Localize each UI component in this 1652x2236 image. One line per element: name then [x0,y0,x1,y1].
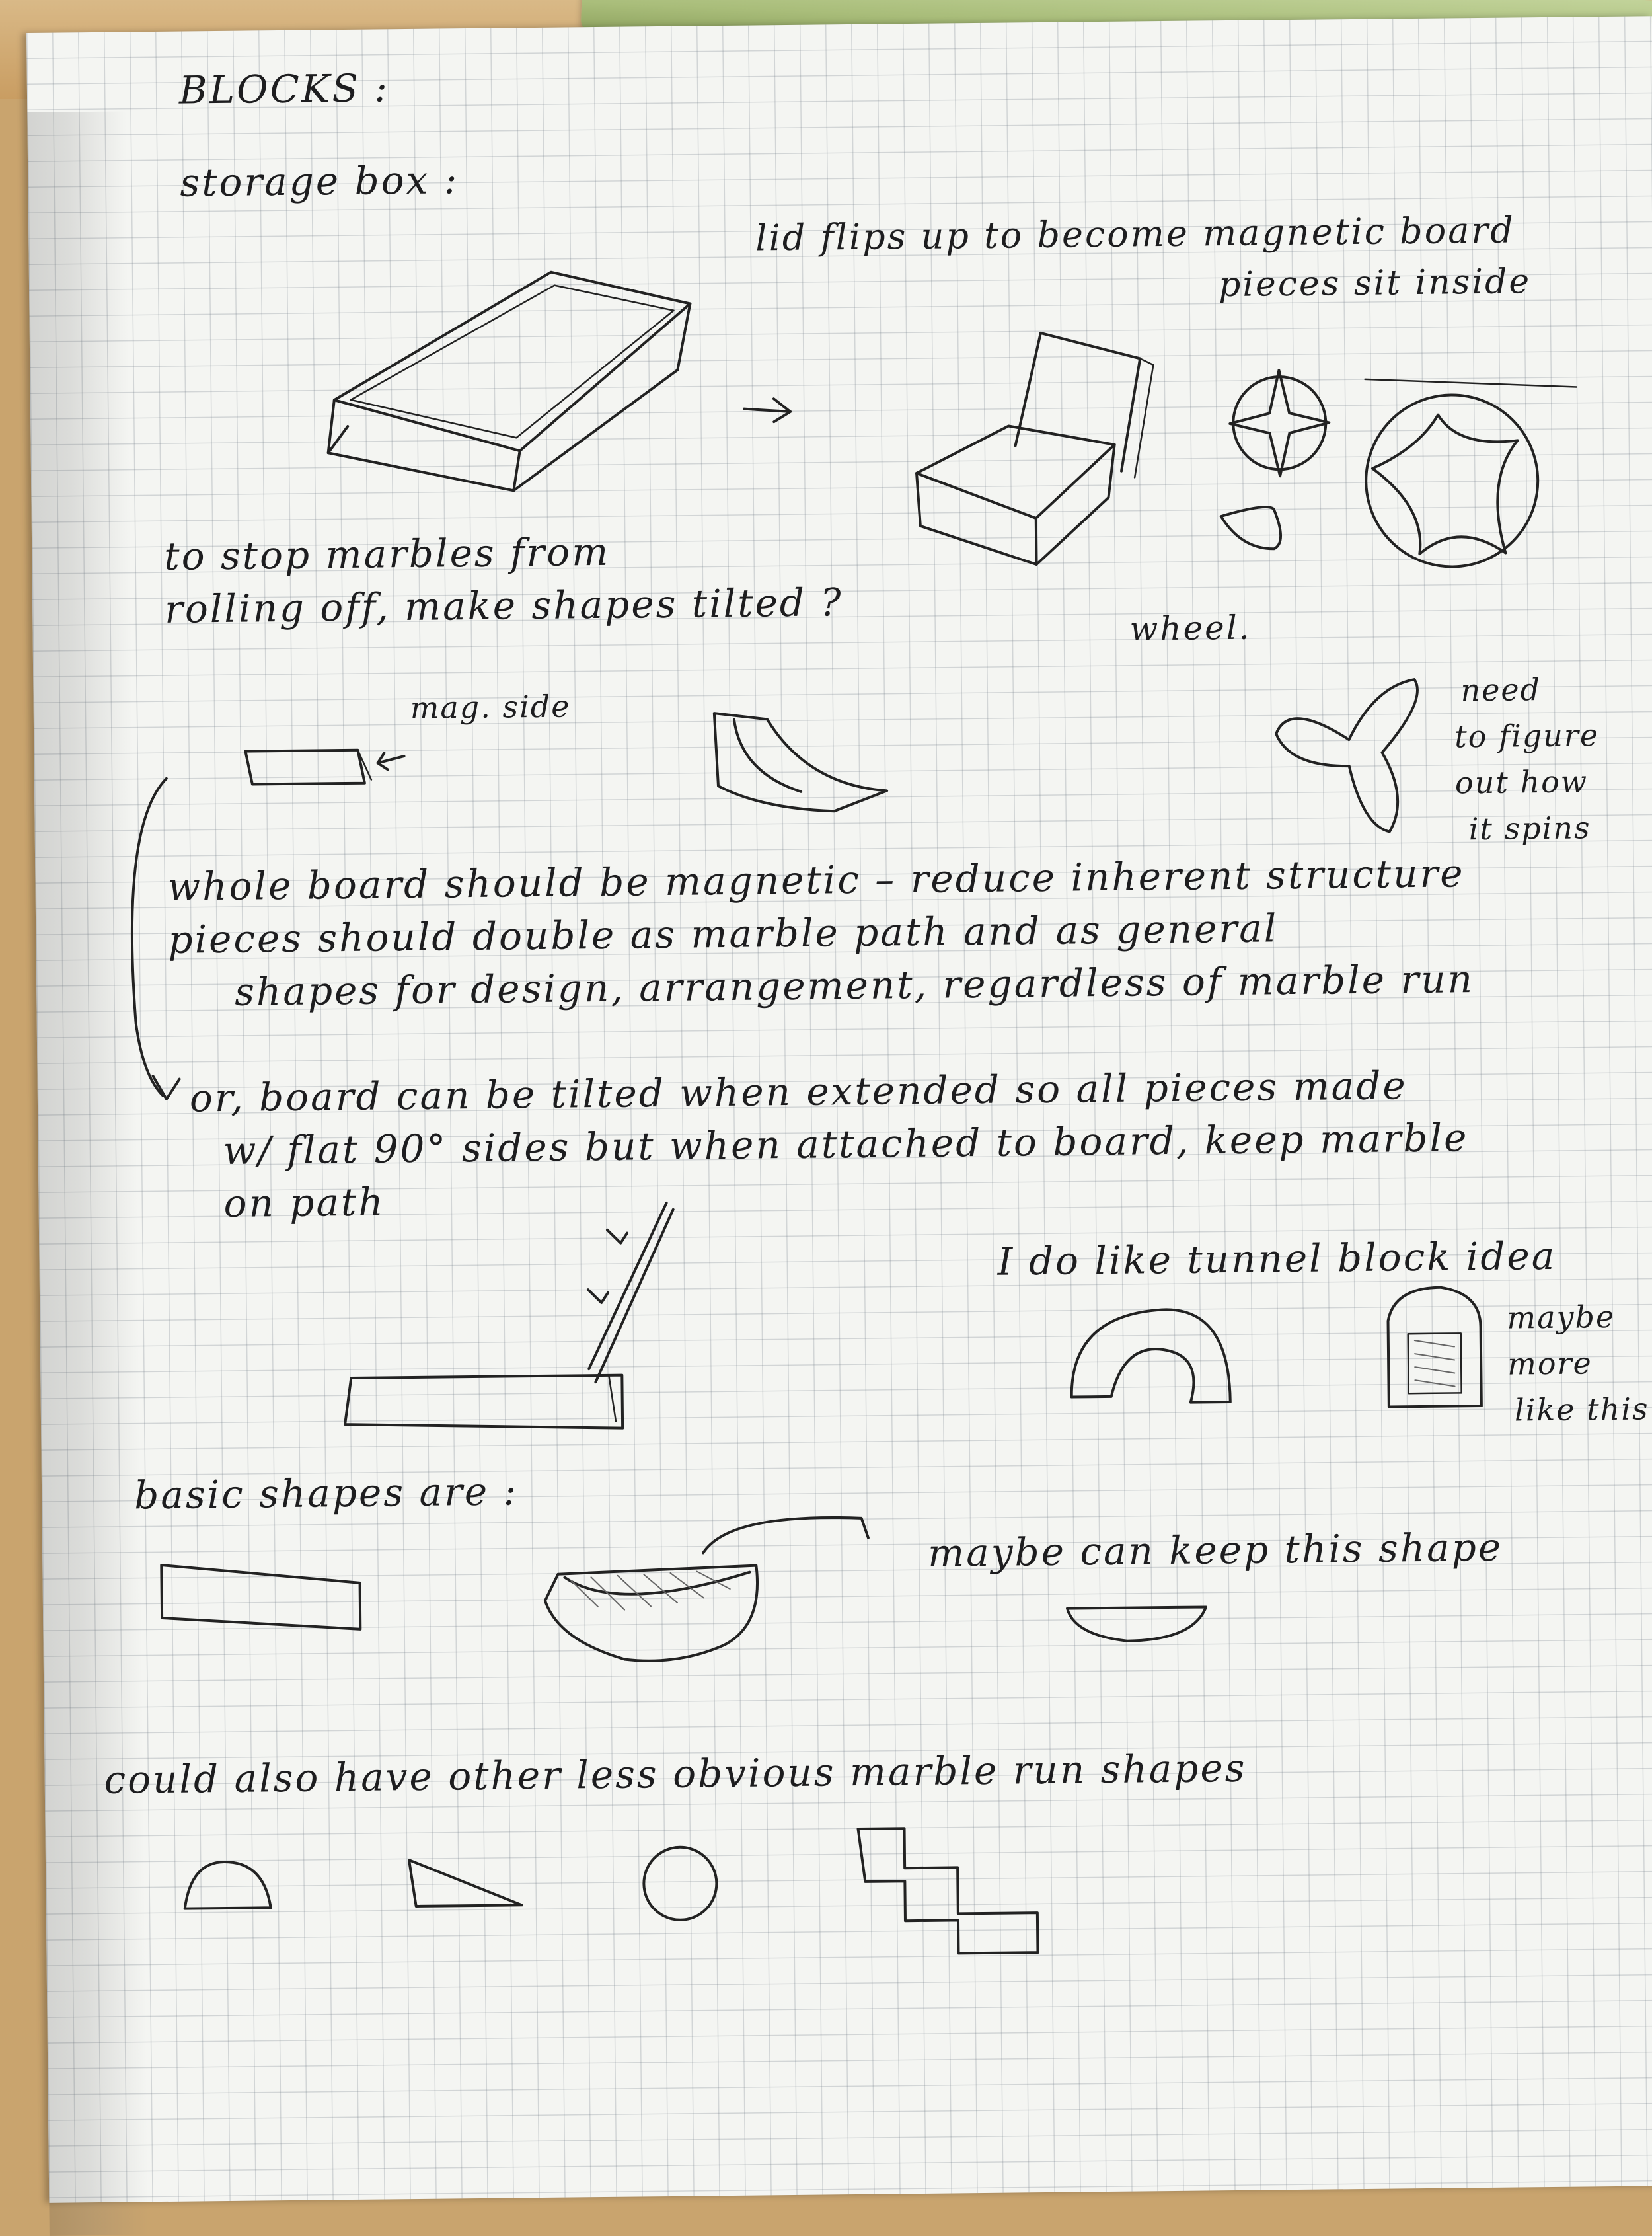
curved-ramp-sketch [714,711,887,812]
note-figure-2: to figure [1454,717,1600,755]
note-figure-3: out how [1454,763,1589,801]
triangle-sketch [409,1859,522,1906]
bullet-whole-board: whole board should be magnetic – reduce inherent structure [167,851,1465,909]
basic-rect-sketch [161,1563,360,1631]
divider-line [1365,377,1577,389]
note-figure-1: need [1460,672,1542,709]
tunnel-arch-sketch [1070,1309,1230,1403]
mag-side-piece-sketch [245,750,404,785]
note-tunnel-block: I do like tunnel block idea [997,1233,1557,1284]
tunnel-block-sketch [1388,1287,1482,1407]
heading-basic-shapes: basic shapes are : [133,1469,519,1518]
wheel-sketch [1275,679,1419,833]
stair-shape-sketch [858,1827,1038,1954]
notebook-page [26,16,1652,2203]
note-lid-flips: lid flips up to become magnetic board [755,209,1516,259]
note-or-flat-sides: w/ flat 90° sides but when attached to board, keep marble [223,1115,1469,1173]
note-maybe-2: more [1507,1345,1593,1382]
circle-sketch [644,1847,717,1920]
label-wheel: wheel. [1129,608,1252,648]
storage-box-sketch [326,271,692,493]
bracket-arrow [130,779,180,1100]
note-maybe-1: maybe [1507,1298,1616,1336]
note-or-on-path: on path [223,1179,385,1226]
half-circle-sketch [184,1861,271,1908]
note-keep-shape: maybe can keep this shape [927,1524,1503,1576]
note-or-board-tilted: or, board can be tilted when extended so all pieces made [189,1063,1408,1121]
star-piece-sketch [1229,369,1330,477]
curved-arrow-to-keep [703,1517,869,1553]
note-could-also: could also have other less obvious marble run shapes [104,1745,1247,1802]
tilted-board-sketch [343,1203,676,1431]
leaf-piece-sketch [1221,507,1281,549]
label-mag-side: mag. side [410,688,571,726]
bullet-shapes-design: shapes for design, arrangement, regardless of marble run [234,956,1475,1015]
round-piece-sketch [1365,394,1539,568]
note-stop-marbles-2: rolling off, make shapes tilted ? [164,580,843,632]
arrow-to-open-box [744,399,790,422]
note-stop-marbles-1: to stop marbles from [163,529,611,579]
sketches [26,16,1652,2203]
label-storage-box: storage box : [180,157,459,206]
basic-bowl-sketch [544,1566,758,1662]
open-box-sketch [915,332,1156,566]
heading-blocks: BLOCKS : [178,65,390,113]
keep-shape-sketch [1067,1607,1207,1641]
note-figure-4: it spins [1468,810,1591,847]
bullet-pieces-double: pieces should double as marble path and as general [168,906,1279,962]
note-maybe-3: like this [1514,1391,1649,1428]
note-pieces-sit: pieces sit inside [1218,262,1532,305]
